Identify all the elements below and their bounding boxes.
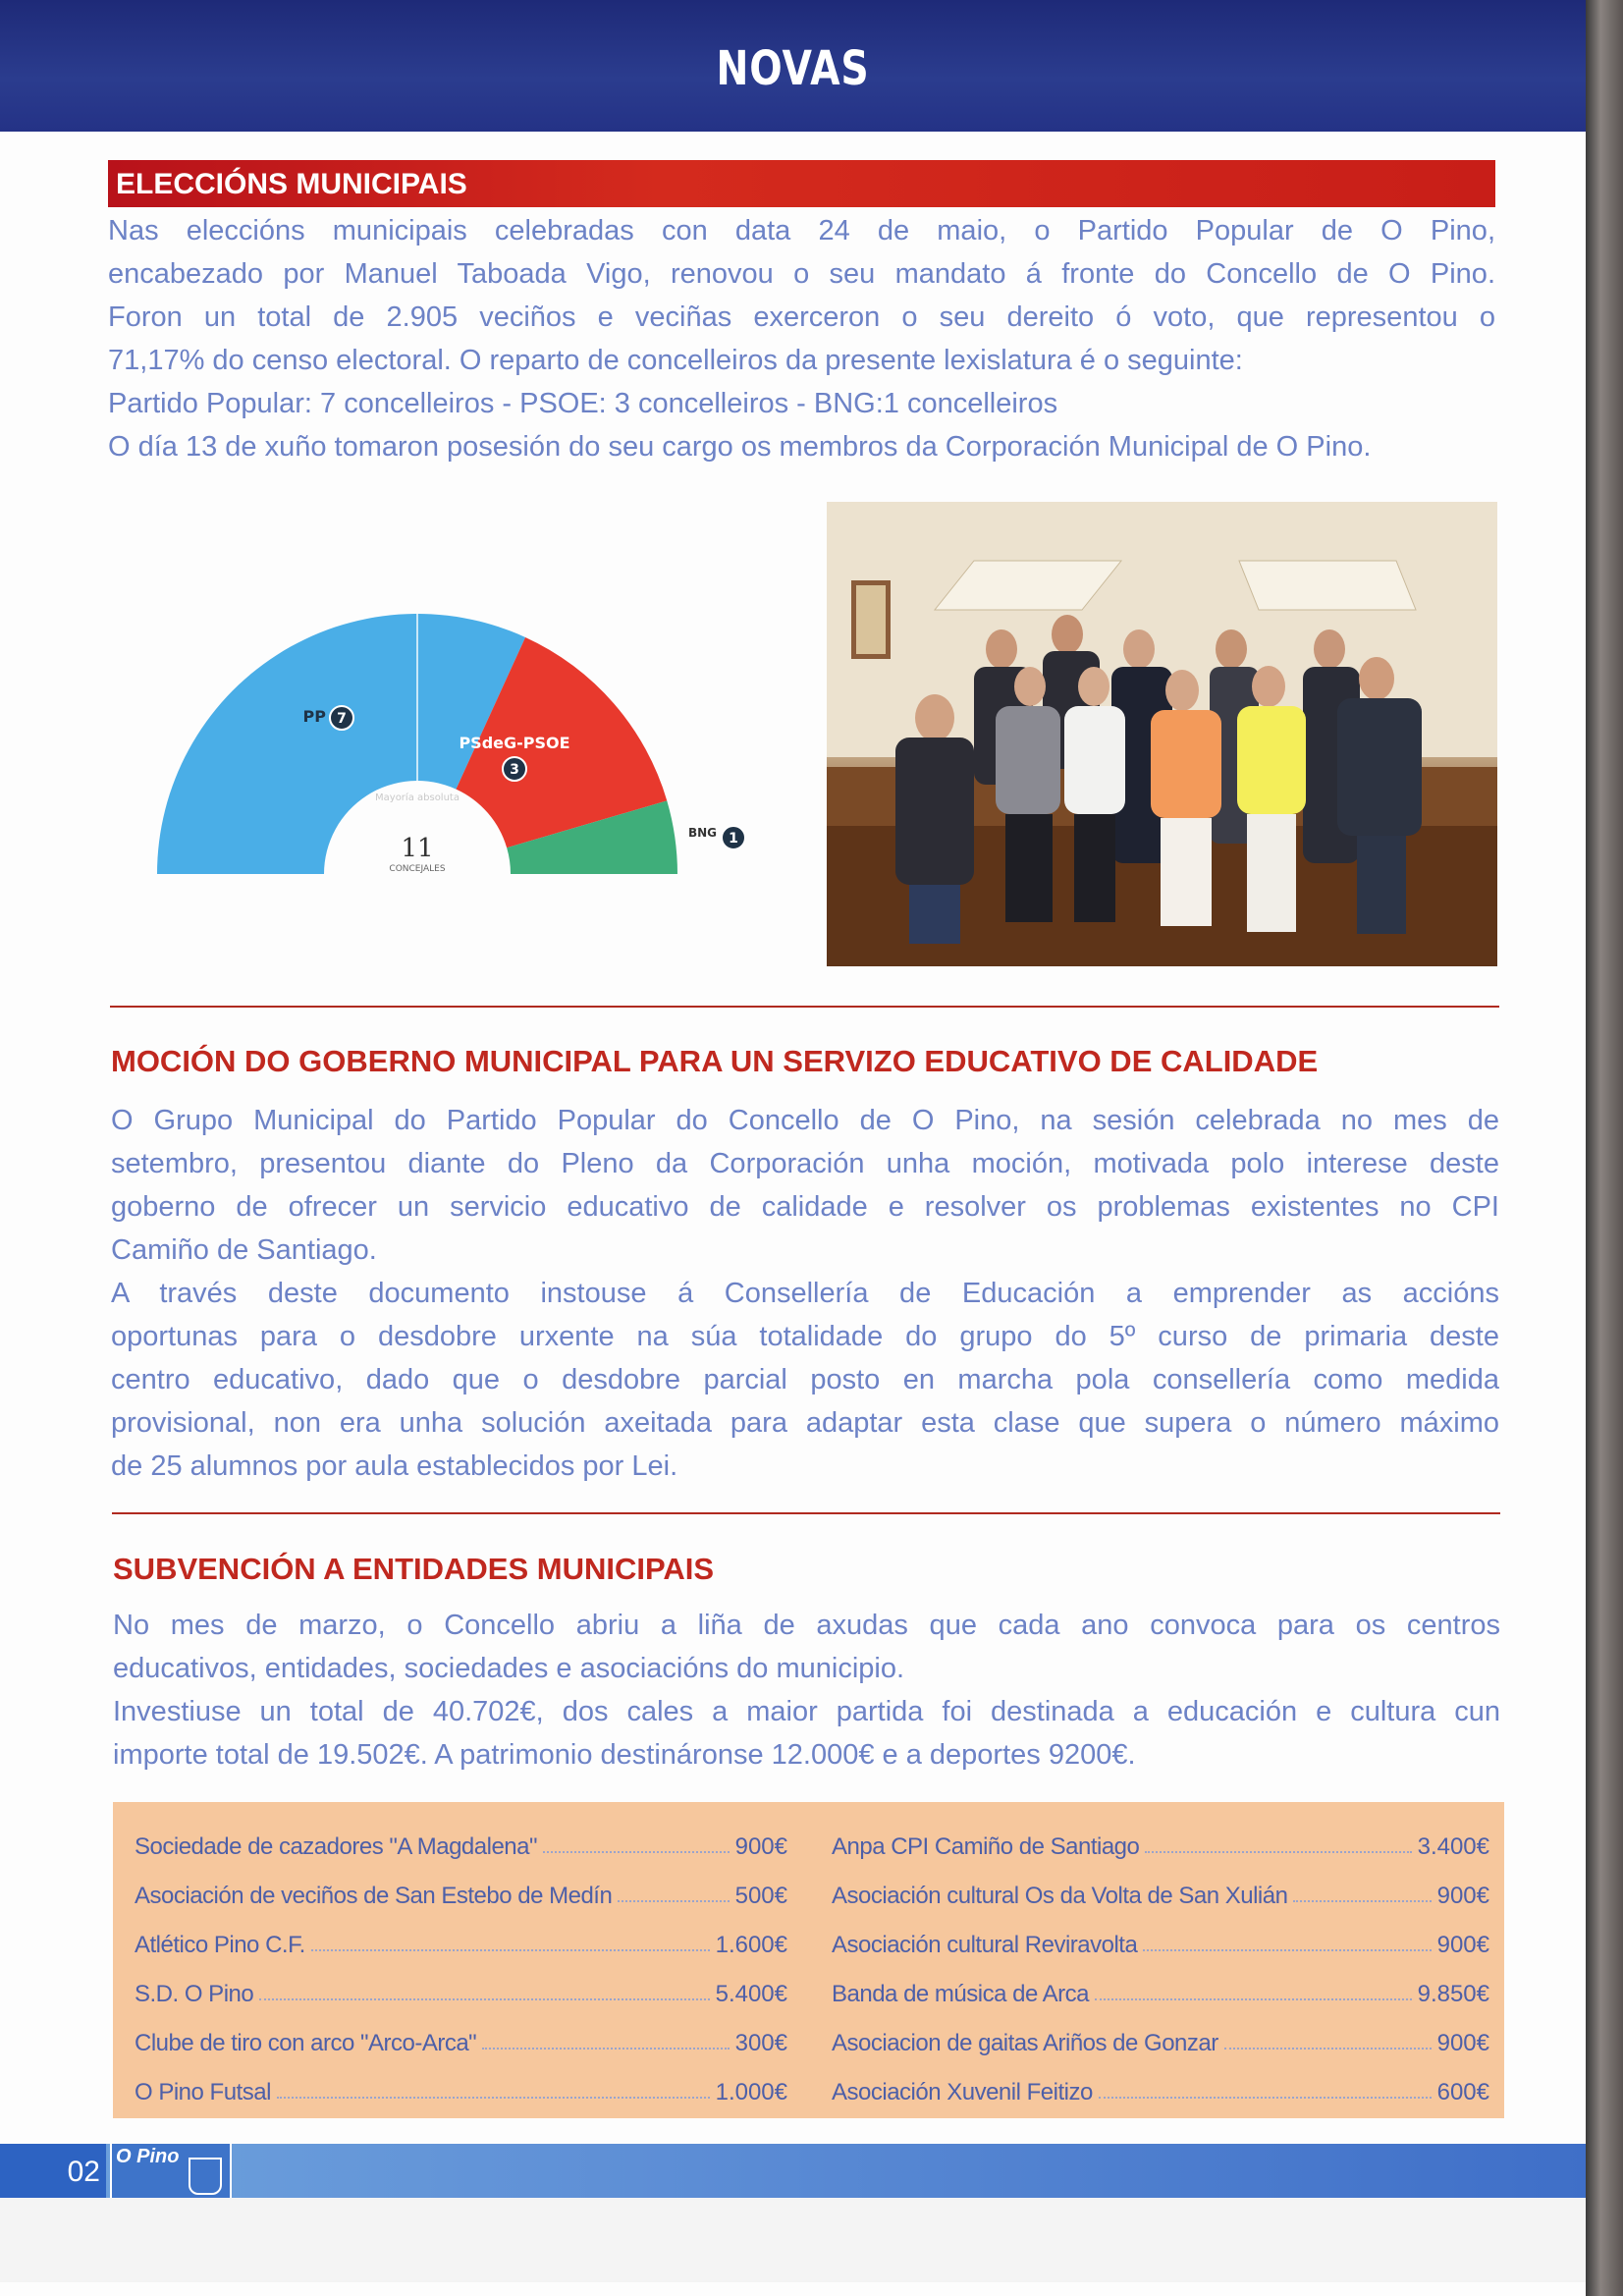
subsidy-row xyxy=(135,2057,787,2106)
dot-leader xyxy=(618,1900,729,1902)
subsidy-row xyxy=(832,1812,1489,1861)
dot-leader xyxy=(1143,1949,1431,1951)
divider xyxy=(110,1006,1499,1008)
page-edge xyxy=(1586,0,1623,2296)
chart-pp-value: 7 xyxy=(337,711,347,727)
text-line: No mes de marzo, o Concello abriu a liña de axudas que cada ano convoca para os centros xyxy=(113,1610,1500,1641)
chart-label-pp: PP xyxy=(302,707,326,726)
text-line: O día 13 de xuño tomaron posesión do seu cargo os membros da Corporación Municipal de O Pino. xyxy=(108,431,1372,463)
subsidy-amount: 900€ xyxy=(1436,2030,1489,2056)
section-subvencion-title: SUBVENCIÓN A ENTIDADES MUNICIPAIS xyxy=(113,1552,715,1586)
majority-label: Mayoría absoluta xyxy=(375,793,460,803)
text-line: oportunas para o desdobre urxente na súa totalidade do grupo do 5º curso de primaria deste xyxy=(111,1321,1499,1352)
text-line: A través deste documento instouse á Consellería de Educación a emprender as accións xyxy=(111,1278,1499,1309)
subsidy-amount: 900€ xyxy=(1436,1932,1489,1958)
section-mocion-text xyxy=(111,1099,1499,1488)
subsidy-entity: Anpa CPI Camiño de Santiago xyxy=(832,1833,1140,1860)
dot-leader xyxy=(1099,2097,1432,2099)
chart-total-label: CONCEJALES xyxy=(389,864,446,874)
subsidy-entity: Atlético Pino C.F. xyxy=(135,1932,305,1958)
dot-leader xyxy=(1145,1851,1411,1853)
subsidy-row xyxy=(135,1959,787,2008)
text-line: centro educativo, dado que o desdobre parcial posto en marcha pola consellería como medida xyxy=(111,1364,1499,1395)
text-line: de 25 alumnos por aula establecidos por Lei. xyxy=(111,1450,678,1482)
subsidy-row xyxy=(832,2008,1489,2057)
dot-leader xyxy=(543,1851,730,1853)
dot-leader xyxy=(1095,1998,1412,2000)
subsidies-column-left xyxy=(135,1812,787,2106)
coat-of-arms-icon xyxy=(189,2158,222,2195)
text-line: Partido Popular: 7 concelleiros - PSOE: 3 concelleiros - BNG:1 concelleiros xyxy=(108,388,1058,419)
text-line: Nas eleccións municipais celebradas con data 24 de maio, o Partido Popular de O Pino, xyxy=(108,215,1495,246)
logo-text: O Pino xyxy=(116,2146,180,2167)
text-line: O Grupo Municipal do Partido Popular do Concello de O Pino, na sesión celebrada no mes de xyxy=(111,1105,1499,1136)
subsidies-column-right xyxy=(832,1812,1489,2106)
chart-total: 11 xyxy=(401,834,434,863)
dot-leader xyxy=(482,2048,729,2050)
subsidy-amount: 300€ xyxy=(734,2030,787,2056)
subsidy-amount: 600€ xyxy=(1436,2079,1489,2105)
chart-bng-value: 1 xyxy=(729,831,738,847)
subsidy-entity: Sociedade de cazadores "A Magdalena" xyxy=(135,1833,538,1860)
subsidy-entity: Asociación cultural Reviravolta xyxy=(832,1932,1138,1958)
subsidy-amount: 9.850€ xyxy=(1417,1981,1489,2007)
text-line: Foron un total de 2.905 veciños e veciñas exerceron o seu dereito ó voto, que representou o xyxy=(108,301,1495,333)
page-bottom-margin xyxy=(0,2198,1586,2282)
section-eleccions-bar xyxy=(108,160,1495,207)
section-eleccions-text xyxy=(108,209,1495,468)
section-mocion-title: MOCIÓN DO GOBERNO MUNICIPAL PARA UN SERVIZO EDUCATIVO DE CALIDADE xyxy=(111,1044,1319,1078)
subsidy-entity: O Pino Futsal xyxy=(135,2079,271,2105)
page-footer xyxy=(0,2144,1586,2198)
text-line: educativos, entidades, sociedades e asociacións do municipio. xyxy=(113,1653,905,1684)
subsidy-row xyxy=(832,1959,1489,2008)
section-eleccions-title: ELECCIÓNS MUNICIPAIS xyxy=(116,168,467,200)
subsidies-table xyxy=(113,1802,1504,2118)
text-line: setembro, presentou diante do Pleno da Corporación unha moción, motivada polo interese deste xyxy=(111,1148,1499,1179)
subsidy-row xyxy=(832,2057,1489,2106)
subsidy-row xyxy=(135,1910,787,1959)
page-header xyxy=(0,0,1586,132)
chart-psoe-value: 3 xyxy=(510,762,519,778)
text-line: Investiuse un total de 40.702€, dos cales a maior partida foi destinada a educación e cultura cun xyxy=(113,1696,1500,1727)
text-line: 71,17% do censo electoral. O reparto de concelleiros da presente lexislatura é o seguinte: xyxy=(108,345,1243,376)
subsidy-amount: 500€ xyxy=(734,1883,787,1909)
page-number: 02 xyxy=(0,2144,106,2198)
election-results-chart xyxy=(157,604,785,899)
dot-leader xyxy=(1224,2048,1432,2050)
text-line: importe total de 19.502€. A patrimonio destináronse 12.000€ e a deportes 9200€. xyxy=(113,1739,1136,1771)
subsidy-entity: Asociación de veciños de San Estebo de Medín xyxy=(135,1883,613,1909)
subsidy-entity: Banda de música de Arca xyxy=(832,1981,1090,2007)
header-title: NOVAS xyxy=(716,41,870,96)
subsidy-entity: Asociación Xuvenil Feitizo xyxy=(832,2079,1093,2105)
subsidy-entity: S.D. O Pino xyxy=(135,1981,254,2007)
subsidy-amount: 5.400€ xyxy=(715,1981,787,2007)
concello-logo xyxy=(110,2144,232,2198)
subsidy-row xyxy=(832,1910,1489,1959)
text-line: provisional, non era unha solución axeitada para adaptar esta clase que supera o número máximo xyxy=(111,1407,1499,1439)
subsidy-amount: 3.400€ xyxy=(1417,1833,1489,1860)
chart-label-bng: BNG xyxy=(687,826,717,840)
subsidy-amount: 1.000€ xyxy=(715,2079,787,2105)
subsidy-row xyxy=(135,1861,787,1910)
subsidy-entity: Asociacion de gaitas Ariños de Gonzar xyxy=(832,2030,1218,2056)
subsidy-amount: 900€ xyxy=(734,1833,787,1860)
subsidy-entity: Asociación cultural Os da Volta de San Xulián xyxy=(832,1883,1288,1909)
subsidy-row xyxy=(135,2008,787,2057)
text-line: Camiño de Santiago. xyxy=(111,1234,377,1266)
dot-leader xyxy=(259,1998,709,2000)
text-line: encabezado por Manuel Taboada Vigo, renovou o seu mandato á fronte do Concello de O Pino. xyxy=(108,258,1495,290)
subsidy-entity: Clube de tiro con arco "Arco-Arca" xyxy=(135,2030,477,2056)
section-subvencion-text xyxy=(113,1604,1500,1777)
subsidy-row xyxy=(832,1861,1489,1910)
dot-leader xyxy=(1293,1900,1431,1902)
divider xyxy=(112,1512,1500,1514)
subsidy-row xyxy=(135,1812,787,1861)
subsidy-amount: 1.600€ xyxy=(715,1932,787,1958)
corporation-photo xyxy=(827,502,1497,966)
text-line: goberno de ofrecer un servicio educativo de calidade e resolver os problemas existentes no CPI xyxy=(111,1191,1499,1223)
dot-leader xyxy=(277,2097,710,2099)
chart-label-psoe: PSdeG-PSOE xyxy=(459,734,570,752)
subsidy-amount: 900€ xyxy=(1436,1883,1489,1909)
dot-leader xyxy=(311,1949,710,1951)
